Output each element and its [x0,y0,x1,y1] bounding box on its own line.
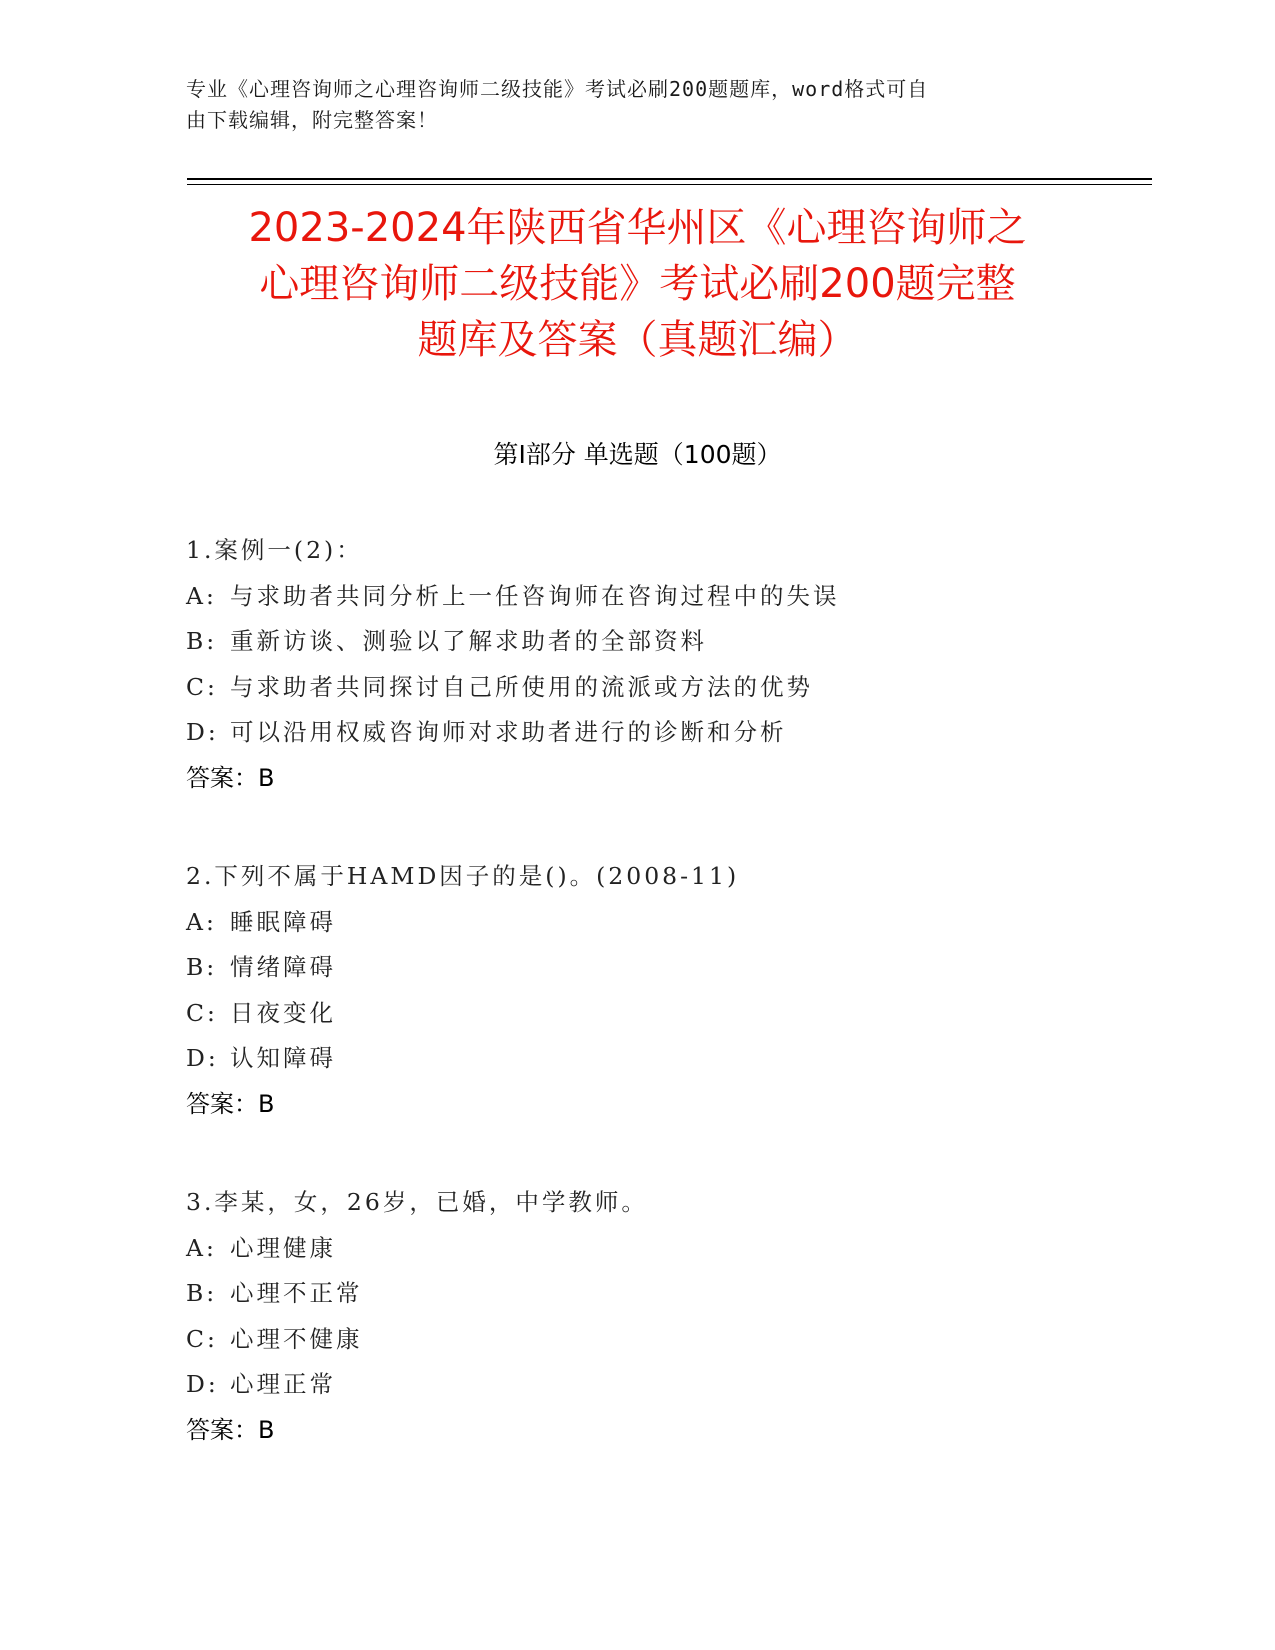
document-title-line: 心理咨询师二级技能》考试必刷200题完整 [259,261,1016,307]
option-text: 睡眠障碍 [230,907,336,936]
option-b [186,1271,1146,1317]
question-stem: 3.李某，女，26岁，已婚，中学教师。 [186,1188,648,1216]
option-b [186,945,1146,991]
question-stem: 1.案例一(2)： [186,536,363,564]
section-heading: 第Ⅰ部分 单选题（100题） [493,440,782,469]
option-key: A: [186,907,217,936]
question-stem: 2.下列不属于HAMD因子的是()。(2008-11) [186,862,740,890]
option-b [186,619,1146,665]
option-text: 心理不正常 [230,1279,363,1307]
option-key: B: [186,953,218,981]
option-d [186,1036,1146,1082]
option-text: 认知障碍 [230,1044,336,1072]
header-note-line: 由下载编辑，附完整答案！ [186,108,438,132]
question-item [186,854,1146,1127]
header-rule-thin [187,184,1152,185]
document-title-line: 2023-2024年陕西省华州区《心理咨询师之 [248,205,1027,251]
question-item [186,528,1146,801]
option-d [186,1362,1146,1408]
option-text: 与求助者共同探讨自己所使用的流派或方法的优势 [230,672,813,701]
option-key: D: [186,1370,219,1398]
header-rule-thick [187,178,1152,180]
option-key: C: [186,1324,218,1353]
option-text: 心理健康 [230,1233,336,1262]
question-list [186,528,1146,1506]
question-item [186,1180,1146,1453]
option-key: C: [186,672,218,701]
option-c [186,1317,1146,1363]
option-text: 心理不健康 [230,1324,363,1353]
option-text: 情绪障碍 [230,953,336,981]
option-text: 日夜变化 [230,998,336,1027]
header-note [186,74,1086,136]
answer-line: 答案：B [186,763,275,792]
document-title [160,200,1115,368]
option-a [186,900,1146,946]
option-d [186,710,1146,756]
option-key: A: [186,581,217,610]
option-c [186,991,1146,1037]
option-key: D: [186,718,219,746]
option-text: 重新访谈、测验以了解求助者的全部资料 [230,627,707,655]
option-text: 可以沿用权威咨询师对求助者进行的诊断和分析 [230,718,787,746]
option-key: A: [186,1233,217,1262]
option-text: 心理正常 [230,1370,336,1398]
option-key: C: [186,998,218,1027]
option-key: B: [186,1279,218,1307]
option-key: B: [186,627,218,655]
header-note-line: 专业《心理咨询师之心理咨询师二级技能》考试必刷200题题库，word格式可自 [186,77,929,101]
answer-line: 答案：B [186,1089,275,1118]
option-key: D: [186,1044,219,1072]
option-text: 与求助者共同分析上一任咨询师在咨询过程中的失误 [230,581,840,610]
option-a [186,574,1146,620]
option-c [186,665,1146,711]
document-title-line: 题库及答案（真题汇编） [417,317,858,363]
option-a [186,1226,1146,1272]
answer-line: 答案：B [186,1415,275,1444]
